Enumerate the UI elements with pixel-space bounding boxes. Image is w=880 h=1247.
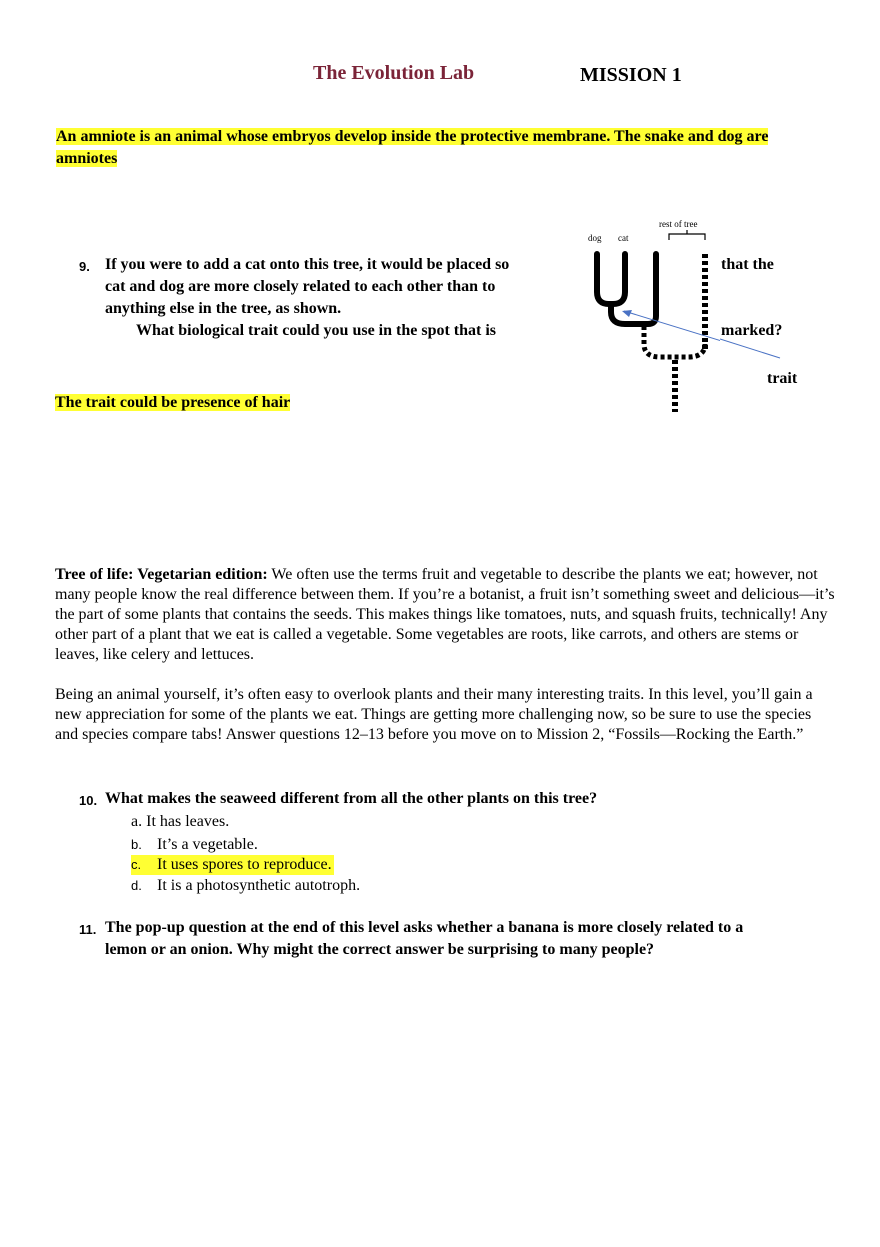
trait-pointer-arrow-tail [720, 339, 780, 358]
option-b-text: It’s a vegetable. [157, 836, 258, 853]
phylogenetic-tree-diagram [580, 212, 720, 417]
option-c-text: It uses spores to reproduce. [157, 856, 332, 873]
question-9-line-3: anything else in the tree, as shown. [105, 300, 342, 317]
rest-of-tree-bracket [669, 234, 705, 240]
tree-label-trait: trait [767, 370, 798, 387]
option-d-letter: d. [131, 878, 142, 893]
lower-dashed-join [644, 326, 705, 357]
option-a-letter: a. [131, 813, 143, 830]
mission-label: MISSION 1 [580, 64, 682, 86]
trait-arrow-tail [720, 330, 800, 360]
question-11-line-1: The pop-up question at the end of this level asks whether a banana is more closely related to a [105, 919, 744, 936]
question-10-option-c [131, 855, 334, 875]
vegetarian-edition-paragraph-1 [55, 565, 835, 665]
option-b-letter: b. [131, 837, 142, 852]
vegetarian-edition-paragraph-2: Being an animal yourself, it’s often easy to overlook plants and their many interesting traits. In this level, you’ll gain a new appreciation for some of the plants we eat. Things are getting more challenging now, so be sure to use the species and species compare tabs! Answer questions 12–13 before you move on to Mission 2, “Fossils—Rocking the Earth.” [55, 686, 813, 743]
question-10-option-d [131, 876, 360, 896]
page-title: The Evolution Lab [313, 62, 475, 84]
tree-label-dog: dog [588, 233, 602, 243]
question-9-line-2: cat and dog are more closely related to each other than to [105, 278, 496, 295]
question-9-answer [55, 392, 290, 414]
question-11-number: 11. [79, 922, 97, 937]
option-d-text: It is a photosynthetic autotroph. [157, 877, 361, 894]
option-a-text: It has leaves. [146, 813, 230, 830]
question-11-line-2: lemon or an onion. Why might the correct answer be surprising to many people? [105, 941, 655, 958]
amniote-note [56, 126, 826, 170]
amniote-note-text: An amniote is an animal whose embryos develop inside the protective membrane. The snake and dog are amniotes [56, 128, 769, 167]
trait-arrowhead-icon [622, 310, 632, 317]
question-9-line-4-end: marked? [721, 322, 783, 339]
question-9-number: 9. [79, 259, 90, 274]
tree-label-rest-of-tree: rest of tree [659, 219, 698, 229]
tree-label-cat: cat [618, 233, 629, 243]
question-9-line-4: What biological trait could you use in the spot that is [136, 322, 497, 339]
section-paragraph-1-text: We often use the terms fruit and vegetable to describe the plants we eat; however, not many people know the real difference between them. If you’re a botanist, a fruit isn’t something sweet and delicious—it’s the part of some plants that contains the seeds. This makes things like tomatoes, nuts, and squash fruits, technically! Any other part of a plant that we eat is called a vegetable. Some vegetables are roots, like carrots, and others are stems or leaves, like celery and lettuces. [55, 566, 835, 663]
option-c-letter: c. [131, 857, 142, 872]
section-heading: Tree of life: Vegetarian edition: [55, 566, 268, 583]
question-9-line-1: If you were to add a cat onto this tree, it would be placed so [105, 256, 510, 273]
question-9-line-1-end: that the [721, 256, 774, 273]
question-10-number: 10. [79, 793, 98, 808]
question-10-option-a [131, 812, 229, 832]
question-9-answer-text: The trait could be presence of hair [55, 394, 291, 411]
question-10-option-b [131, 835, 258, 855]
question-10-text: What makes the seaweed different from all the other plants on this tree? [105, 790, 598, 807]
dog-cat-branch [597, 254, 625, 304]
